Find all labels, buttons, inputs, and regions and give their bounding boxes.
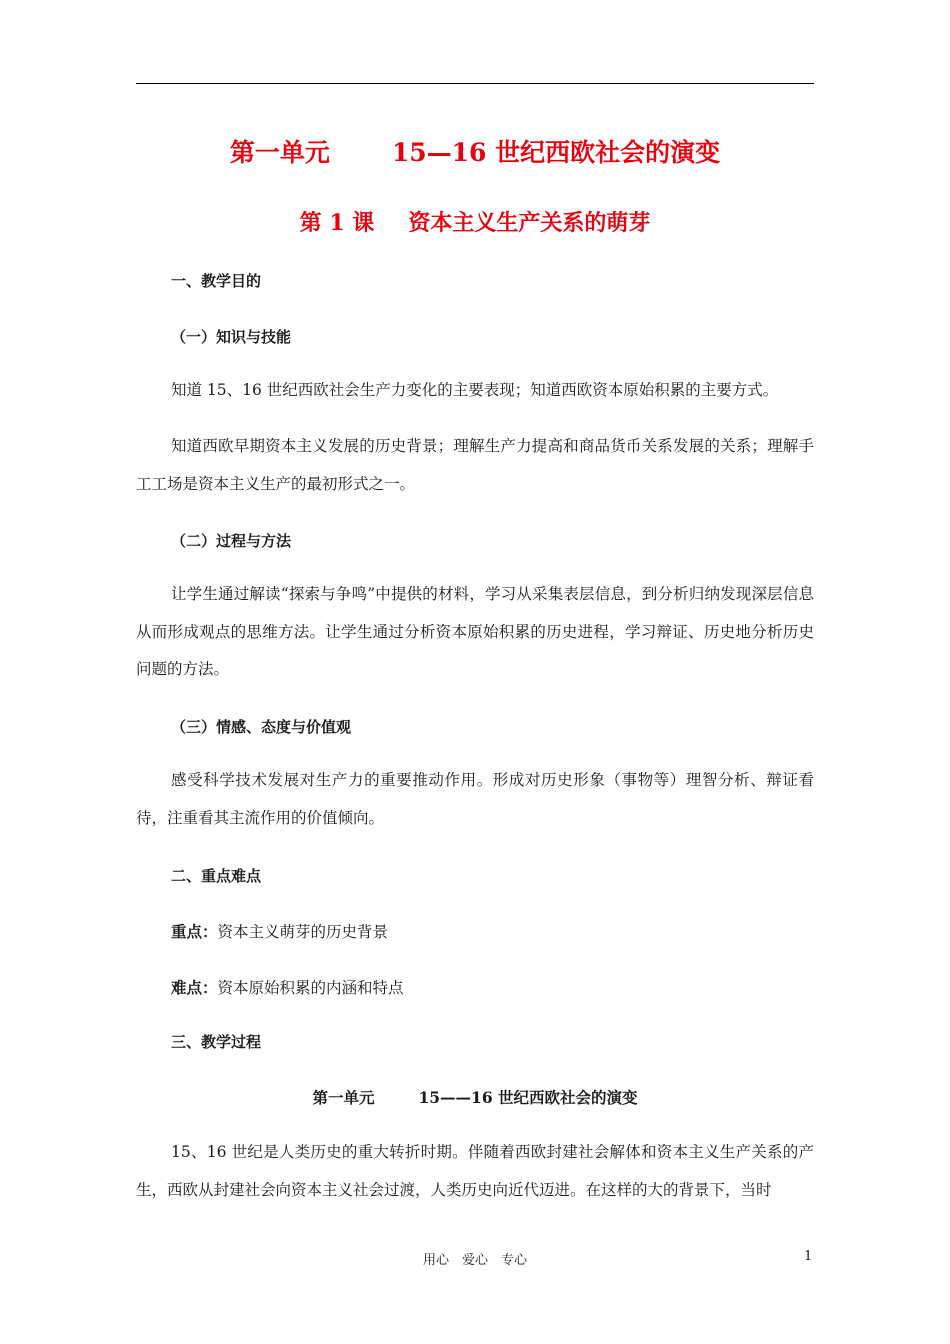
section-heading-key-points: 二、重点难点 (171, 867, 262, 885)
unit-title-number: 第一单元 (229, 138, 330, 167)
lesson-title-text: 资本主义生产关系的萌芽 (408, 210, 651, 236)
key-point-label: 重点： (171, 922, 218, 941)
difficult-point (171, 976, 404, 998)
sub-unit-number: 第一单元 (312, 1088, 375, 1107)
subsection-heading-knowledge-skills: （一）知识与技能 (171, 328, 292, 346)
unit-title-text: 15—16 世纪西欧社会的演变 (391, 138, 721, 167)
footer-motto: 用心 爱心 专心 (422, 1253, 527, 1268)
lesson-title (0, 206, 950, 237)
paragraph-knowledge-1: 知道 15、16 世纪西欧社会生产力变化的主要表现；知道西欧资本原始积累的主要方式。 (171, 381, 779, 399)
unit-title (0, 133, 950, 169)
page-number: 1 (804, 1249, 813, 1264)
difficult-point-label: 难点： (171, 978, 218, 997)
difficult-point-text: 资本原始积累的内涵和特点 (217, 979, 404, 997)
subsection-heading-values: （三）情感、态度与价值观 (171, 718, 352, 736)
paragraph-values: 感受科学技术发展对生产力的重要推动作用。形成对历史形象（事物等）理智分析、辩证看待，注重看其主流作用的价值倾向。 (136, 771, 814, 827)
lesson-title-number: 第 1 课 (299, 210, 375, 236)
key-point (171, 920, 388, 942)
key-point-text: 资本主义萌芽的历史背景 (217, 923, 389, 941)
sub-unit-title (0, 1086, 950, 1108)
subsection-heading-process-methods: （二）过程与方法 (171, 532, 292, 550)
section-heading-teaching-process: 三、教学过程 (171, 1033, 262, 1051)
sub-unit-text: 15——16 世纪西欧社会的演变 (418, 1088, 638, 1107)
header-rule (136, 83, 814, 84)
paragraph-process-methods: 让学生通过解读“探索与争鸣”中提供的材料，学习从采集表层信息，到分析归纳发现深层信息从而形成观点的思维方法。让学生通过分析资本原始积累的历史进程，学习辩证、历史地分析历史问题的方法。 (136, 585, 814, 678)
section-heading-teaching-goals: 一、教学目的 (171, 272, 262, 290)
paragraph-teaching-process-intro: 15、16 世纪是人类历史的重大转折时期。伴随着西欧封建社会解体和资本主义生产关系的产生，西欧从封建社会向资本主义社会过渡，人类历史向近代迈进。在这样的大的背景下，当时 (136, 1143, 814, 1199)
paragraph-knowledge-2: 知道西欧早期资本主义发展的历史背景；理解生产力提高和商品货币关系发展的关系；理解手工工场是资本主义生产的最初形式之一。 (136, 437, 814, 493)
